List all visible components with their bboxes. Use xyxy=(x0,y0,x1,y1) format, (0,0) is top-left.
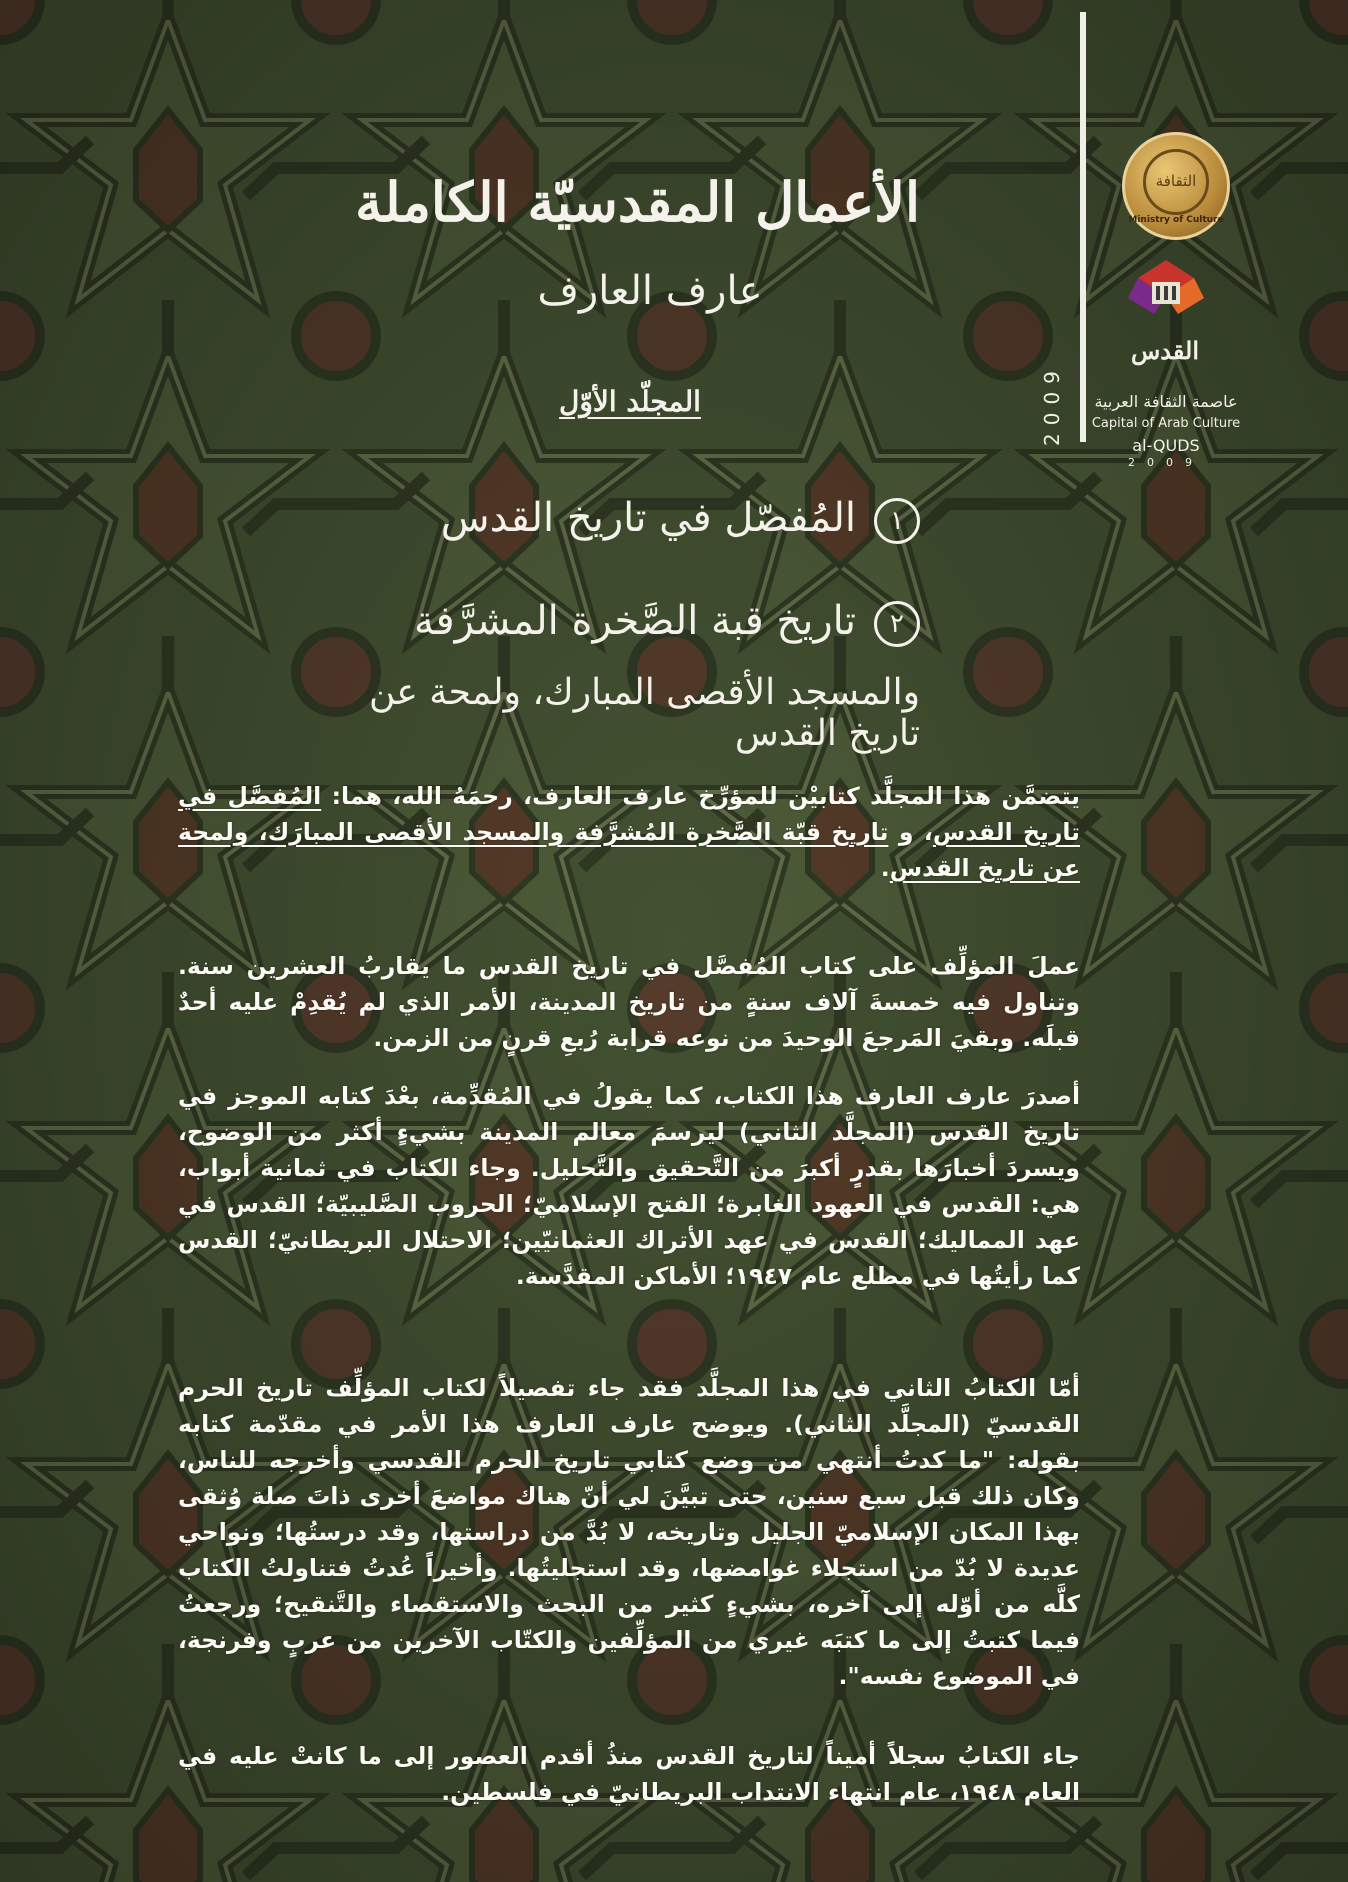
quds-wordmark: القدس xyxy=(1130,336,1199,365)
p1-text-b: ، و xyxy=(888,818,933,846)
vertical-year-label: 2009 xyxy=(1040,363,1064,447)
p1-book-2-title: تاريخ قبّة الصَّخرة المُشرَّفة والمسجد الأقصى المبارَك، ولمحة عن تاريخ القدس xyxy=(178,818,1080,882)
book-2-number-circle: ٢ xyxy=(874,601,920,647)
paragraph-4: أمّا الكتابُ الثاني في هذا المجلَّد فقد جاء تفصيلاً لكتاب المؤلِّف تاريخ الحرم القدسيّ (المجلَّد الثاني). ويوضح عارف العارف هذا الأمر في مقدّمة كتابه بقوله: "ما كدتُ أنتهي من وضع كتابي تاريخ الحرم القدسي وأخرجه للناس، وكان ذلك قبل سبع سنين، حتى تبيَّنَ لي أنّ هناك مواضعَ أخرى ذاتَ صلة وُثقى بهذا المكان الإسلاميّ الجليل وتاريخه، لا بُدَّ من دراستها، وقد درستُها؛ ونواحي عديدة لا بُدّ من استجلاء غوامضها، وقد استجليتُها. وأخيراً عُدتُ فتناولتُ الكتاب كلَّه من أوّله إلى آخره، بشيءٍ كثير من البحث والاستقصاء والتَّنقيح؛ ورجعتُ فيما كتبتُ إلى ما كتبَه غيري من المؤلِّفين والكتّاب الآخرين من عربٍ وفرنجة، في الموضوع نفسه". xyxy=(178,1374,1080,1690)
p1-book-1-title: المُفصَّل في تاريخ القدس xyxy=(178,782,1080,846)
book-1-title: المُفصّل في تاريخ القدس xyxy=(440,495,856,541)
p1-text-c: . xyxy=(880,854,890,882)
book-series-title: الأعمال المقدسيّة الكاملة xyxy=(355,170,920,234)
capital-arab-culture-en: Capital of Arab Culture xyxy=(1091,416,1241,431)
book-2-title-line xyxy=(360,598,920,647)
book-1-number-circle: ١ xyxy=(874,498,920,544)
p1-text-a: يتضمَّن هذا المجلَّد كتابيْن للمؤرِّخ عارف العارف، رحمَهُ الله، هما: xyxy=(321,782,1080,810)
paragraph-1 xyxy=(178,778,1080,886)
capital-of-culture-logo xyxy=(1124,258,1208,328)
book-1-title-line xyxy=(400,495,920,544)
alquds-label: al-QUDS xyxy=(1132,436,1200,455)
capital-arab-culture-ar: عاصمة الثقافة العربية xyxy=(1094,392,1238,411)
vertical-divider-line xyxy=(1080,12,1086,442)
seal-caption: Ministry of Culture xyxy=(1128,215,1224,225)
paragraph-3: أصدرَ عارف العارف هذا الكتاب، كما يقولُ في المُقدِّمة، بعْدَ كتابه الموجز في تاريخ القدس (المجلَّد الثاني) ليرسمَ معالم المدينة بشيءٍ أكثر من الوضوح، ويسردَ أخبارَها بقدرٍ أكبرَ من التَّحقيق والتَّحليل. وجاء الكتاب في ثمانية أبواب، هي: القدس في العهود الغابرة؛ الفتح الإسلاميّ؛ الحروب الصَّليبيّة؛ القدس في عهد المماليك؛ القدس في عهد الأتراك العثمانيّين؛ الاحتلال البريطانيّ؛ القدس كما رأيتُها في مطلع عام ١٩٤٧؛ الأماكن المقدَّسة. xyxy=(178,1082,1080,1290)
ministry-of-culture-seal xyxy=(1122,132,1230,240)
volume-label: المجلّد الأوّل xyxy=(559,385,701,418)
paragraph-2: عملَ المؤلِّف على كتاب المُفصَّل في تاريخ القدس ما يقاربُ العشرين سنة. وتناول فيه خمسةَ آلاف سنةٍ من تاريخ المدينة، الأمر الذي لم يُقدِمْ عليه أحدٌ قبلَه. وبقيَ المَرجعَ الوحيدَ من نوعه قرابة رُبعِ قرنٍ من الزمن. xyxy=(178,952,1080,1052)
seal-emblem: الثقافة xyxy=(1143,149,1209,215)
paragraph-5: جاء الكتابُ سجلاً أميناً لتاريخ القدس منذُ أقدم العصور إلى ما كانتْ عليه في العام ١٩٤٨، عام انتهاء الانتداب البريطانيّ في فلسطين. xyxy=(178,1742,1080,1806)
book-2-title-line2: والمسجد الأقصى المبارك، ولمحة عن تاريخ القدس xyxy=(368,672,920,754)
author-name: عارف العارف xyxy=(537,268,763,314)
alquds-year: 2009 xyxy=(1128,456,1204,469)
book-2-title-line1: تاريخ قبة الصَّخرة المشرَّفة xyxy=(414,598,856,644)
